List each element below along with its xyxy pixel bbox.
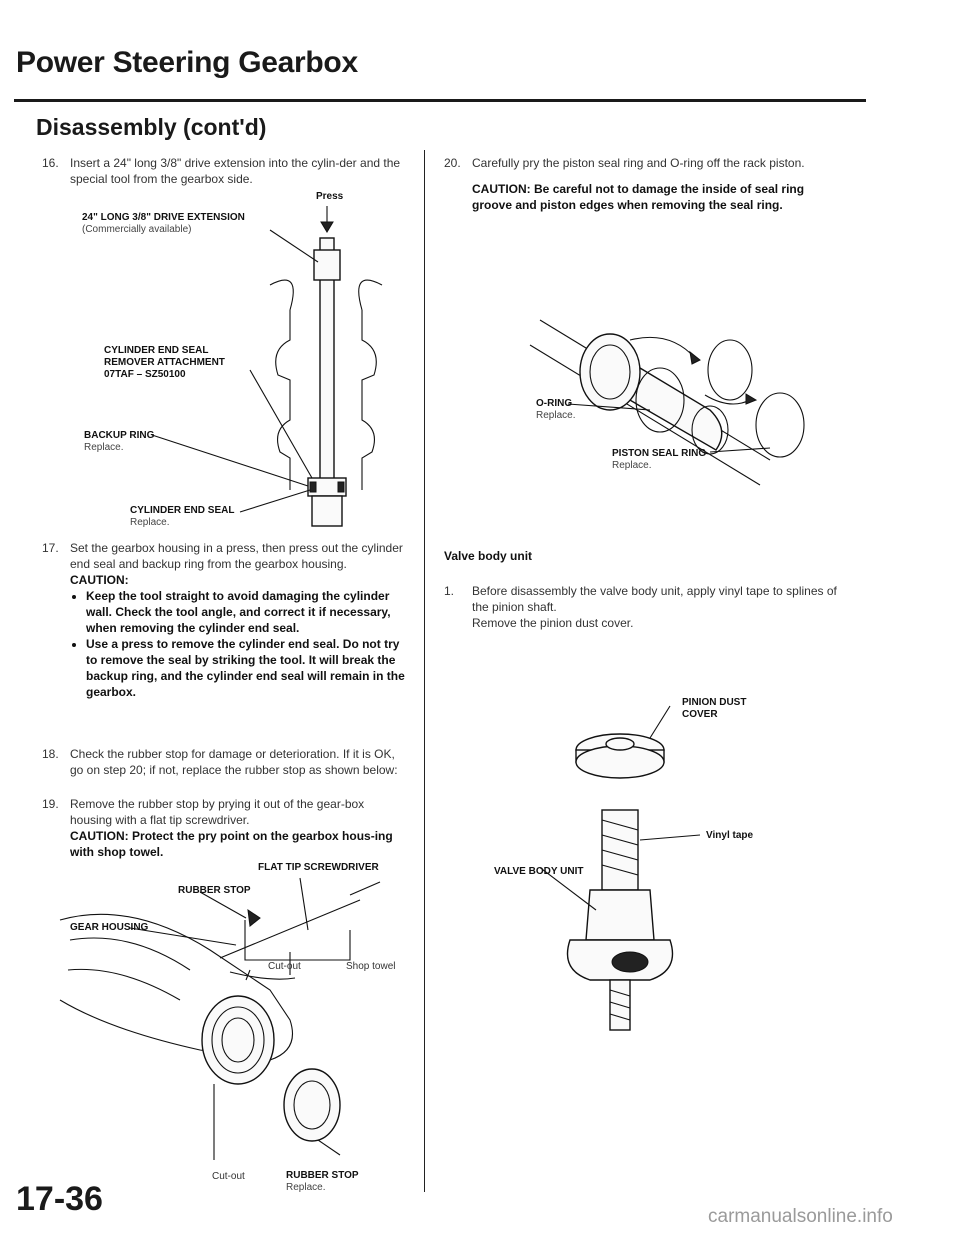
step-text: Check the rubber stop for damage or deterioration. If it is OK, go on step 20; if not, replace the rubber stop as shown below: (70, 747, 398, 777)
step-number: 20. (444, 156, 461, 170)
step-text: Before disassembly the valve body unit, apply vinyl tape to splines of the pinion shaft. (472, 584, 837, 614)
step-text: Remove the rubber stop by prying it out of the gear-box housing with a flat tip screwdriver. (70, 797, 365, 827)
caution-list (70, 588, 408, 700)
caution-text: Be careful not to damage the inside of seal ring groove and piston edges when removing the seal ring. (472, 182, 805, 212)
valve-step-1 (444, 583, 840, 631)
title-rule (14, 99, 866, 102)
page-number: 17-36 (16, 1180, 103, 1218)
site-watermark: carmanualsonline.info (708, 1206, 893, 1227)
piston-seal-illustration (480, 300, 830, 500)
caution-label: CAUTION: (472, 182, 531, 196)
o-ring-label: O-RING (536, 398, 573, 409)
step-text: Insert a 24" long 3/8" drive extension into the cylin-der and the special tool from the gearbox side. (70, 156, 401, 186)
shop-towel-label: Shop towel (346, 961, 396, 972)
vinyl-tape-label: Vinyl tape (706, 830, 754, 841)
figure-cylinder-seal-removal (40, 190, 420, 530)
column-divider (424, 150, 425, 1192)
piston-seal-ring-label: PISTON SEAL RING (612, 448, 707, 459)
step-16 (42, 155, 408, 187)
cutout-label-2: Cut-out (212, 1171, 245, 1182)
attachment-label-3: 07TAF – SZ50100 (104, 369, 186, 380)
rubber-stop-replace-label: RUBBER STOP (286, 1170, 359, 1181)
valve-body-unit-label: VALVE BODY UNIT (494, 866, 584, 877)
attachment-label-2: REMOVER ATTACHMENT (104, 357, 225, 368)
valve-body-heading: Valve body unit (444, 549, 533, 563)
cylinder-seal-illustration (40, 190, 420, 530)
dust-cover-label-1: PINION DUST (682, 697, 747, 708)
rubber-stop-replace-sublabel: Replace. (286, 1182, 326, 1193)
step-number: 18. (42, 747, 59, 761)
extension-sublabel: (Commercially available) (82, 224, 192, 235)
step-text: Set the gearbox housing in a press, then press out the cylinder end seal and backup ring from the gearbox housing. (70, 541, 403, 571)
figure-piston-seal (480, 300, 830, 500)
press-label: Press (316, 191, 344, 202)
step-20 (444, 155, 840, 213)
figure-rubber-stop-removal (50, 860, 420, 1190)
o-ring-sublabel: Replace. (536, 410, 576, 421)
step-number: 16. (42, 156, 59, 170)
dust-cover-label-2: COVER (682, 709, 718, 720)
step-17 (42, 540, 408, 700)
backup-ring-sublabel: Replace. (84, 442, 124, 453)
gear-housing-label: GEAR HOUSING (70, 922, 149, 933)
rubber-stop-illustration (50, 860, 420, 1190)
caution-text: Protect the pry point on the gearbox hous-ing with shop towel. (70, 829, 393, 859)
piston-seal-ring-sublabel: Replace. (612, 460, 652, 471)
caution-label: CAUTION: (70, 573, 129, 587)
step-19 (42, 796, 408, 860)
end-seal-label: CYLINDER END SEAL (130, 505, 235, 516)
step-18 (42, 746, 408, 778)
screwdriver-label: FLAT TIP SCREWDRIVER (258, 862, 379, 873)
caution-item: • Use a press to remove the cylinder end seal. Do not try to remove the seal by striking the tool. It will break the backup ring, and the cylinder end seal will remain in the gearbox. (86, 636, 408, 700)
step-text: Carefully pry the piston seal ring and O-ring off the rack piston. (472, 156, 805, 170)
attachment-label-1: CYLINDER END SEAL (104, 345, 209, 356)
extension-label: 24" LONG 3/8" DRIVE EXTENSION (82, 212, 245, 223)
caution-label: CAUTION: (70, 829, 129, 843)
step-number: 17. (42, 541, 59, 555)
page-title: Power Steering Gearbox (16, 46, 358, 79)
cutout-label-1: Cut-out (268, 961, 301, 972)
step-number: 19. (42, 797, 59, 811)
section-subtitle: Disassembly (cont'd) (36, 114, 267, 140)
step-text-2: Remove the pinion dust cover. (472, 616, 634, 630)
caution-item: • Keep the tool straight to avoid damaging the cylinder wall. Check the tool angle, and correct it if necessary, when removing the cylinder end seal. (86, 588, 408, 636)
end-seal-sublabel: Replace. (130, 517, 170, 528)
step-number: 1. (444, 584, 455, 598)
backup-ring-label: BACKUP RING (84, 430, 155, 441)
rubber-stop-label: RUBBER STOP (178, 885, 251, 896)
